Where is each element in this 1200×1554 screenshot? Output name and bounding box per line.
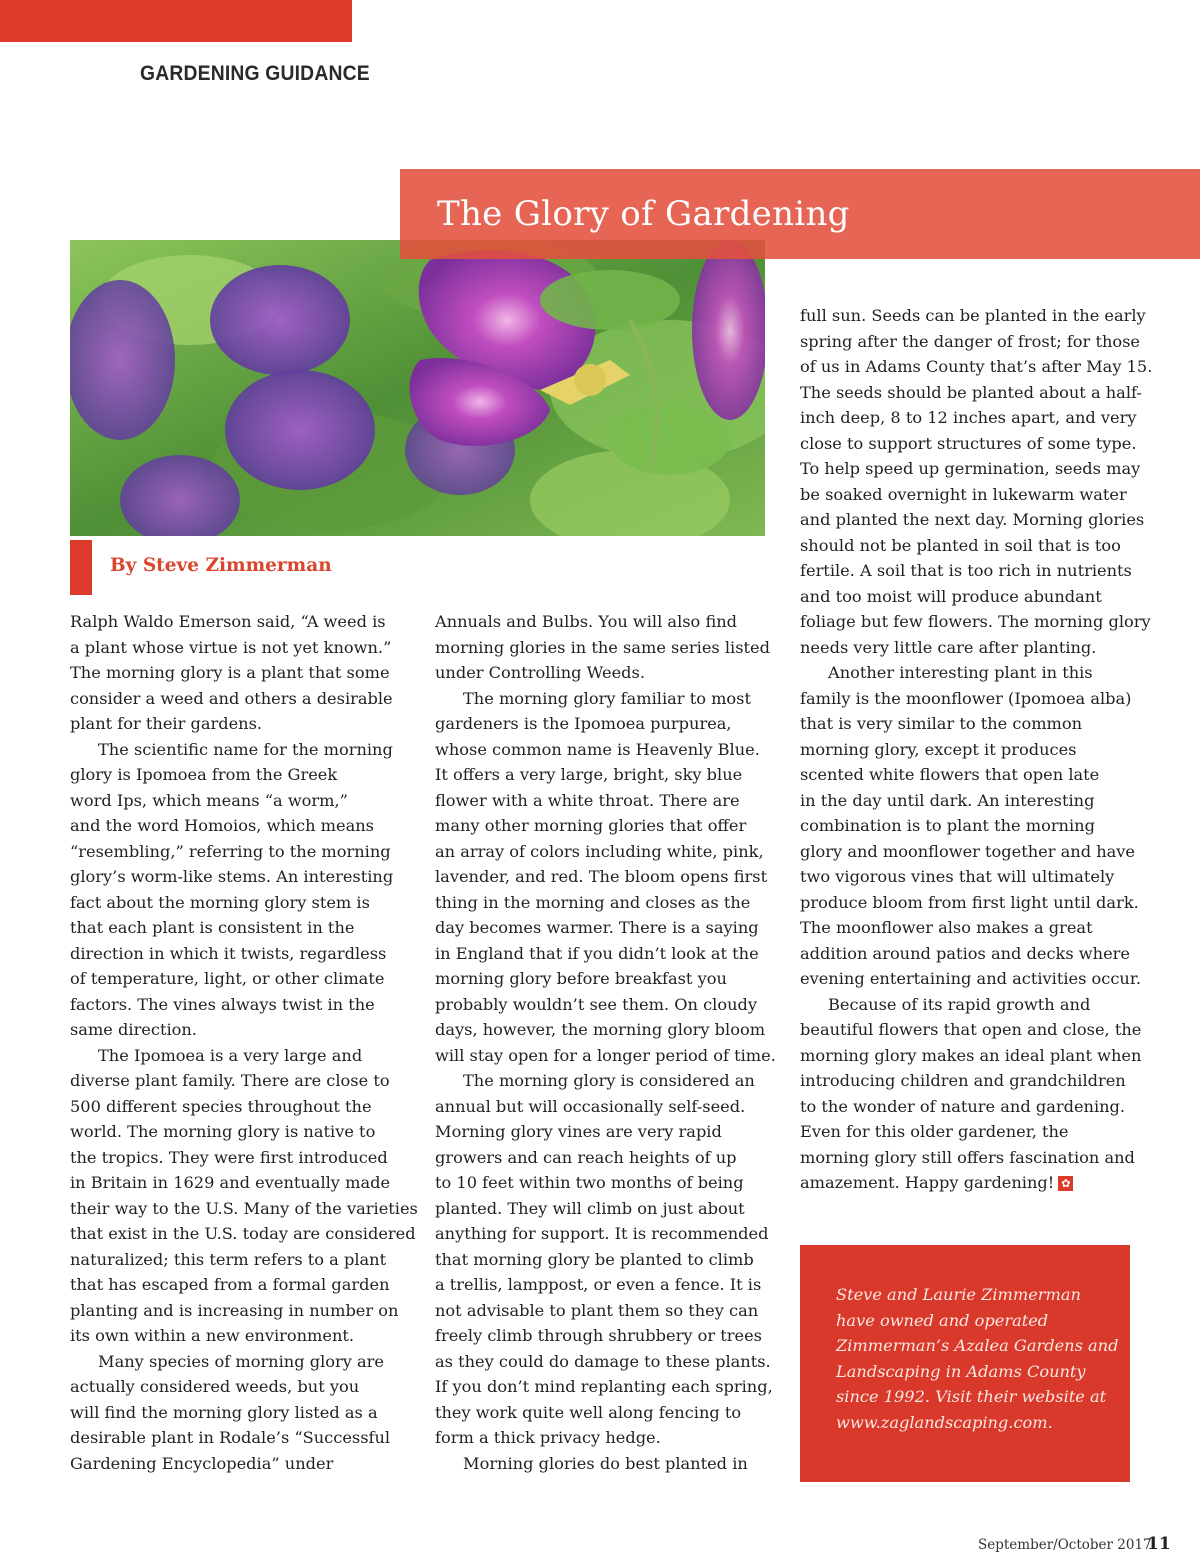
- text-line: evening entertaining and activities occur.: [800, 969, 1141, 988]
- text-line: whose common name is Heavenly Blue.: [435, 739, 760, 759]
- text-line: gardeners is the Ipomoea purpurea,: [435, 714, 732, 733]
- text-line: actually considered weeds, but you: [70, 1377, 360, 1396]
- text-line: The seeds should be planted about a half-: [800, 382, 1142, 402]
- text-line: in the day until dark. An interesting: [800, 790, 1095, 810]
- text-line: full sun. Seeds can be planted in the early: [800, 306, 1146, 325]
- author-bio: [836, 1282, 1118, 1435]
- text-line: morning glory makes an ideal plant when: [800, 1045, 1142, 1065]
- text-line: family is the moonflower (Ipomoea alba): [800, 688, 1132, 708]
- bio-line: Landscaping in Adams County: [836, 1361, 1086, 1381]
- text-line: planting and is increasing in number on: [70, 1300, 399, 1320]
- text-line: that morning glory be planted to climb: [435, 1249, 754, 1269]
- text-line: Another interesting plant in this: [828, 663, 1093, 682]
- text-line: flower with a white throat. There are: [435, 790, 740, 810]
- text-line: will stay open for a longer period of time.: [435, 1045, 776, 1065]
- text-line: Morning glory vines are very rapid: [435, 1122, 722, 1141]
- text-line: scented white flowers that open late: [800, 765, 1100, 784]
- text-line: annual but will occasionally self-seed.: [435, 1096, 746, 1116]
- text-line: of temperature, light, or other climate: [70, 969, 385, 988]
- article-column-2: [435, 609, 776, 1476]
- text-line: Gardening Encyclopedia” under: [70, 1453, 334, 1473]
- text-line: freely climb through shrubbery or trees: [435, 1326, 762, 1345]
- text-line: spring after the danger of frost; for those: [800, 331, 1141, 351]
- article-column-1: [70, 609, 418, 1476]
- text-line: that exist in the U.S. today are considered: [70, 1224, 416, 1243]
- text-line: a plant whose virtue is not yet known.”: [70, 637, 392, 657]
- text-line: The scientific name for the morning: [98, 739, 393, 759]
- text-line: It offers a very large, bright, sky blue: [435, 765, 743, 784]
- text-line: consider a weed and others a desirable: [70, 688, 393, 708]
- text-line: foliage but few flowers. The morning glory: [800, 612, 1151, 631]
- byline-accent-bar: [70, 540, 92, 595]
- text-line: under Controlling Weeds.: [435, 663, 645, 682]
- end-of-article-icon: ✿: [1058, 1176, 1073, 1191]
- text-line: beautiful flowers that open and close, the: [800, 1020, 1142, 1039]
- text-line: they work quite well along fencing to: [435, 1402, 742, 1422]
- text-line: its own within a new environment.: [70, 1326, 355, 1345]
- text-line: to 10 feet within two months of being: [435, 1173, 744, 1192]
- text-line: two vigorous vines that will ultimately: [800, 867, 1115, 886]
- text-line: day becomes warmer. There is a saying: [435, 918, 759, 937]
- text-line: and planted the next day. Morning glories: [800, 510, 1145, 529]
- text-line: that is very similar to the common: [800, 714, 1083, 733]
- text-line: to the wonder of nature and gardening.: [800, 1096, 1126, 1116]
- text-line: The morning glory is considered an: [463, 1071, 755, 1090]
- text-line: in Britain in 1629 and eventually made: [70, 1173, 391, 1192]
- text-line: morning glories in the same series listed: [435, 637, 770, 657]
- text-line: growers and can reach heights of up: [435, 1147, 737, 1167]
- text-line: addition around patios and decks where: [800, 943, 1130, 963]
- text-line: planted. They will climb on just about: [435, 1198, 745, 1218]
- text-line: naturalized; this term refers to a plant: [70, 1249, 387, 1269]
- text-line: To help speed up germination, seeds may: [800, 459, 1141, 478]
- text-line: the tropics. They were first introduced: [70, 1147, 388, 1167]
- text-line: morning glory still offers fascination and: [800, 1147, 1135, 1167]
- header-accent-bar: [0, 0, 352, 42]
- text-line: The morning glory is a plant that some: [70, 663, 390, 682]
- text-line: 500 different species throughout the: [70, 1096, 372, 1116]
- text-line: introducing children and grandchildren: [800, 1071, 1126, 1090]
- text-line: Annuals and Bulbs. You will also find: [435, 612, 738, 631]
- text-line: The Ipomoea is a very large and: [98, 1045, 363, 1065]
- section-label: GARDENING GUIDANCE: [140, 62, 370, 85]
- text-line: The morning glory familiar to most: [463, 688, 751, 708]
- text-line: fertile. A soil that is too rich in nutrients: [800, 561, 1132, 580]
- text-line: desirable plant in Rodale’s “Successful: [70, 1428, 391, 1447]
- text-line: anything for support. It is recommended: [435, 1224, 769, 1243]
- text-line: days, however, the morning glory bloom: [435, 1020, 766, 1039]
- text-line: morning glory, except it produces: [800, 739, 1077, 759]
- text-line: produce bloom from first light until dark.: [800, 892, 1139, 912]
- text-line: probably wouldn’t see them. On cloudy: [435, 994, 758, 1014]
- text-line: that has escaped from a formal garden: [70, 1275, 390, 1294]
- text-line: will find the morning glory listed as a: [70, 1402, 378, 1422]
- text-line: [800, 1170, 1136, 1196]
- text-line: same direction.: [70, 1020, 197, 1039]
- article-column-3: [800, 303, 1153, 1196]
- bio-line: have owned and operated: [836, 1310, 1049, 1330]
- text-line: inch deep, 8 to 12 inches apart, and very: [800, 408, 1137, 427]
- byline: By Steve Zimmerman: [110, 555, 332, 576]
- text-line: direction in which it twists, regardless: [70, 943, 387, 963]
- bio-line: Steve and Laurie Zimmerman: [836, 1285, 1081, 1304]
- text-line: fact about the morning glory stem is: [70, 892, 370, 912]
- text-line: and too moist will produce abundant: [800, 586, 1102, 606]
- text-line: lavender, and red. The bloom opens first: [435, 867, 768, 886]
- text-line: their way to the U.S. Many of the varieties: [70, 1198, 418, 1218]
- text-line: Morning glories do best planted in: [463, 1453, 748, 1473]
- text-line: an array of colors including white, pink,: [435, 841, 764, 861]
- text-line: that each plant is consistent in the: [70, 918, 355, 937]
- text-line: needs very little care after planting.: [800, 637, 1097, 657]
- bio-line: since 1992. Visit their website at: [836, 1387, 1107, 1406]
- issue-date: September/October 2017: [978, 1537, 1152, 1553]
- article-title: The Glory of Gardening: [437, 194, 850, 234]
- text-line: not advisable to plant them so they can: [435, 1300, 759, 1320]
- text-line: world. The morning glory is native to: [70, 1122, 376, 1141]
- text-line: Ralph Waldo Emerson said, “A weed is: [70, 612, 386, 631]
- text-line: word Ips, which means “a worm,”: [70, 790, 348, 810]
- text-line: The moonflower also makes a great: [800, 918, 1093, 937]
- text-line: Because of its rapid growth and: [828, 994, 1091, 1014]
- text-line: glory and moonflower together and have: [800, 841, 1135, 861]
- page-number: 11: [1147, 1534, 1171, 1554]
- bio-line: Zimmerman’s Azalea Gardens and: [836, 1336, 1119, 1355]
- text-line-final: amazement. Happy gardening!: [800, 1173, 1055, 1192]
- text-line: close to support structures of some type.: [800, 433, 1137, 453]
- text-line: Even for this older gardener, the: [800, 1122, 1069, 1141]
- morning-glory-photo: [70, 240, 765, 536]
- text-line: combination is to plant the morning: [800, 816, 1095, 835]
- text-line: morning glory before breakfast you: [435, 969, 727, 988]
- text-line: Many species of morning glory are: [98, 1351, 385, 1371]
- text-line: plant for their gardens.: [70, 714, 263, 733]
- text-line: If you don’t mind replanting each spring,: [435, 1377, 773, 1396]
- text-line: form a thick privacy hedge.: [435, 1428, 661, 1447]
- text-line: glory’s worm-like stems. An interesting: [70, 867, 394, 886]
- text-line: many other morning glories that offer: [435, 816, 747, 835]
- text-line: be soaked overnight in lukewarm water: [800, 484, 1127, 504]
- text-line: of us in Adams County that’s after May 15.: [800, 357, 1153, 376]
- text-line: thing in the morning and closes as the: [435, 892, 751, 912]
- text-line: “resembling,” referring to the morning: [70, 841, 391, 861]
- text-line: a trellis, lamppost, or even a fence. It is: [435, 1275, 762, 1294]
- text-line: factors. The vines always twist in the: [70, 994, 375, 1014]
- text-line: as they could do damage to these plants.: [435, 1351, 771, 1371]
- text-line: glory is Ipomoea from the Greek: [70, 765, 338, 784]
- text-line: and the word Homoios, which means: [70, 816, 374, 835]
- text-line: should not be planted in soil that is too: [800, 535, 1121, 555]
- text-line: diverse plant family. There are close to: [70, 1071, 390, 1090]
- text-line: in England that if you didn’t look at the: [435, 943, 759, 963]
- bio-line: www.zaglandscaping.com.: [836, 1412, 1053, 1432]
